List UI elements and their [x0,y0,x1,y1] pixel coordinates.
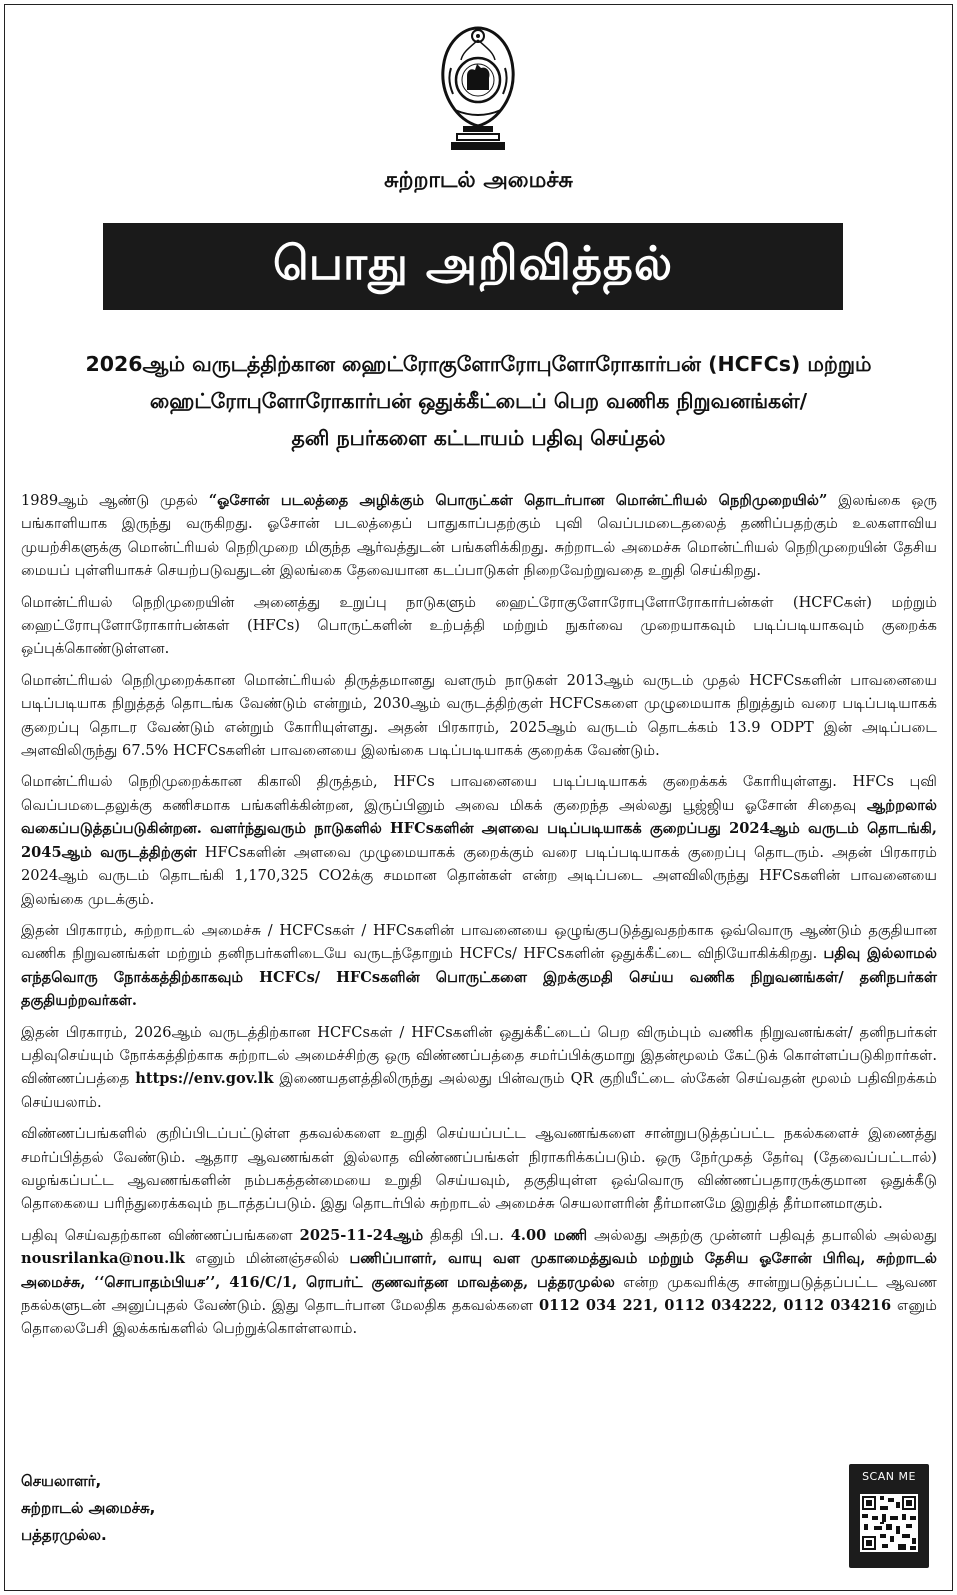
bold-text: “ஓசோன் படலத்தை அழிக்கும் பொருட்கள் தொடர்பான மொன்ட்ரியல் நெறிமுறையில்” [208,492,828,509]
heading-line: 2026ஆம் வருடத்திற்கான ஹைட்ரோகுளோரோபுளோரோகார்பன் (HCFCs) மற்றும் [85,352,872,376]
body-text: திகதி பி.ப. [423,1226,511,1244]
qr-scan-box[interactable] [849,1464,929,1568]
signature-line: பத்தரமுல்ல. [21,1526,107,1544]
notice-heading [40,346,917,457]
bold-text: https://env.gov.lk [135,1070,274,1088]
body-text: 1989ஆம் ஆண்டு முதல் [21,492,209,509]
heading-line: தனி நபர்களை கட்டாயம் பதிவு செய்தல் [291,426,666,450]
body-paragraph [21,919,937,1013]
body-text: மொன்ட்ரியல் நெறிமுறைக்கான கிகாலி திருத்தம், HFCs பாவனையை படிப்படியாகக் குறைக்கக் கோரியுள்ளது. HFCs புவி வெப்பமடைதலுக்கு கணிசமாக பங்களிக்கின்றன, இருப்பினும் அவை மிகக் குறைந்த அல்லது பூஜ்ஜிய ஓசோன் சிதைவு [21,773,937,814]
body-paragraph [21,1122,937,1216]
body-text: இதன் பிரகாரம், சுற்றாடல் அமைச்சு / HCFCsகள் / HFCsகளின் பாவனையை ஒழுங்குபடுத்துவதற்காக ஒவ்வொரு ஆண்டும் தகுதியான வணிக நிறுவனங்கள் மற்றும் தனிநபர்களிடையே வருடந்தோறும் HCFCs/ HFCsகளின் ஒதுக்கீட்டை விநியோகிக்கிறது. [21,921,937,963]
bold-text: nousrilanka@nou.lk [21,1250,185,1268]
heading-line: ஹைட்ரோபுளோரோகார்பன் ஒதுக்கீட்டைப் பெற வணிக நிறுவனங்கள்/ [149,389,808,413]
signature-block [21,1468,155,1549]
body-paragraph [21,669,937,763]
notice-banner: பொது அறிவித்தல் [103,223,843,310]
bold-text: 0112 034 221, 0112 034222, 0112 034216 [539,1297,892,1314]
signature-line: சுற்றாடல் அமைச்சு, [21,1499,156,1517]
ministry-name: சுற்றாடல் அமைச்சு [384,168,573,193]
body-paragraph [21,489,937,583]
body-text: பதிவு செய்வதற்கான விண்ணப்பங்களை [21,1226,300,1244]
body-paragraph [21,1021,937,1115]
body-text: அல்லது அதற்கு முன்னர் பதிவுத் தபாலில் அல்லது [587,1226,937,1244]
body-text: மொன்ட்ரியல் நெறிமுறைக்கான மொன்ட்ரியல் திருத்தமானது வளரும் நாடுகள் 2013ஆம் வருடம் முதல் HCFCsகளின் பாவனையை படிப்படியாக நிறுத்தத் தொடங்க வேண்டும் என்றும், 2030ஆம் வருடத்திற்குள் HCFCsகளை முழுமையாக நிறுத்தும் வரை படிப்படியாகக் குறைப்பு தொடர வேண்டும் என்றும் கோரியுள்ளது. அதன் பிரகாரம், 2025ஆம் வருடம் தொடக்கம் 13.9 ODPT இன் அடிப்படை அளவிலிருந்து 67.5% HCFCsகளின் பாவனையை இலங்கை படிப்படியாகக் குறைக்க வேண்டும். [21,671,937,760]
body-text: மொன்ட்ரியல் நெறிமுறையின் அனைத்து உறுப்பு நாடுகளும் ஹைட்ரோகுளோரோபுளோரோகார்பன்கள் (HCFCகள்) மற்றும் ஹைட்ரோபுளோரோகார்பன்கள் (HFCs) பொருட்களின் உற்பத்தி மற்றும் நுகர்வை முறையாகவும் படிப்படியாகவும் குறைக்க ஒப்புக்கொண்டுள்ளன. [21,593,937,658]
bold-text: பணிப்பாளர், வாயு வள முகாமைத்துவம் மற்றும் தேசிய ஓசோன் பிரிவு, சுற்றாடல் அமைச்சு, ‘‘சொபாதம்பியச’’, 416/C/1, ரொபர்ட் குணவர்தன மாவத்தை, பத்தரமுல்ல [21,1250,937,1291]
body-text: இணையதளத்திலிருந்து அல்லது பின்வரும் QR குறியீட்டை ஸ்கேன் செய்வதன் மூலம் பதிவிறக்கம் செய்யலாம். [21,1070,937,1111]
signature-line: செயலாளர், [21,1472,102,1490]
body-paragraph [21,591,937,661]
bold-text: 4.00 மணி [510,1226,588,1244]
scan-me-label: SCAN ME [862,1470,916,1483]
state-emblem-icon [433,24,523,154]
body-text: இலங்கை ஒரு பங்காளியாக இருந்து வருகிறது. ஓசோன் படலத்தைப் பாதுகாப்பதற்கும் புவி வெப்பமடைதலைத் தணிப்பதற்கும் உலகளாவிய முயற்சிகளுக்கு மொன்ட்ரியல் நெறிமுறை மிகுந்த ஆர்வத்துடன் பங்களிக்கிறது. சுற்றாடல் அமைச்சு மொன்ட்ரியல் நெறிமுறையின் தேசிய மையப் புள்ளியாகச் செயற்படுவதுடன் இலங்கை தேவையான கடப்பாடுகள் நிறைவேற்றுவதை உறுதி செய்கிறது. [21,492,938,580]
body-text: எனும் தொலைபேசி இலக்கங்களில் பெற்றுக்கொள்ளலாம். [21,1297,938,1338]
bold-text: பதிவு இல்லாமல் எந்தவொரு நோக்கத்திற்காகவும் HCFCs/ HFCsகளின் பொருட்களை இறக்குமதி செய்ய வணிக நிறுவனங்கள்/ தனிநபர்கள் தகுதியற்றவர்கள். [21,945,937,1010]
body-text: என்ற முகவரிக்கு சான்றுபடுத்தப்பட்ட ஆவண நகல்களுடன் அனுப்புதல் வேண்டும். இது தொடர்பான மேலதிக தகவல்களை [21,1273,937,1314]
notice-body [21,489,937,1349]
body-paragraph [21,1224,937,1341]
bold-text: 2025-11-24ஆம் [299,1226,424,1244]
body-text: விண்ணப்பங்களில் குறிப்பிடப்பட்டுள்ள தகவல்களை உறுதி செய்யப்பட்ட ஆவணங்களை சான்றுபடுத்தப்பட்ட நகல்களைச் இணைத்து சமர்ப்பித்தல் வேண்டும். ஆதார ஆவணங்கள் இல்லாத விண்ணப்பங்கள் நிராகரிக்கப்படும். ஒரு நேர்முகத் தேர்வு (தேவைப்பட்டால்) வழங்கப்பட்ட ஆவணங்களின் நம்பகத்தன்மையை உறுதி செய்யவும், தகுதியுள்ள ஒவ்வொரு விண்ணப்பதாரருக்குமான ஒதுக்கீடு தொகையை பரிந்துரைக்கவும் நடாத்தப்படும். இது தொடர்பில் சுற்றாடல் அமைச்சு செயலாளரின் தீர்மானமே இறுதித் தீர்மானமாகும். [21,1125,937,1213]
body-text: இதன் பிரகாரம், 2026ஆம் வருடத்திற்கான HCFCsகள் / HFCsகளின் ஒதுக்கீட்டைப் பெற விரும்பும் வணிக நிறுவனங்கள்/ தனிநபர்கள் பதிவுசெய்யும் நோக்கத்திற்காக சுற்றாடல் அமைச்சிற்கு ஒரு விண்ணப்பத்தை சமர்ப்பிக்குமாறு இதன்மூலம் கேட்டுக் கொள்ளப்படுகிறார்கள். விண்ணப்பத்தை [21,1023,937,1088]
bold-text: ஆற்றலால் வகைப்படுத்தப்படுகின்றன. வளர்ந்துவரும் நாடுகளில் HFCsகளின் அளவை படிப்படியாகக் குறைப்பது 2024ஆம் வருடம் தொடங்கி, 2045ஆம் வருடத்திற்குள் [21,796,937,861]
qr-code-icon[interactable] [860,1494,918,1552]
body-paragraph [21,770,937,910]
body-text: எனும் மின்னஞ்சலில் [184,1250,350,1268]
body-text: HFCsகளின் அளவை முழுமையாகக் குறைக்கும் வரை படிப்படியாகக் குறைப்பு தொடரும். அதன் பிரகாரம் 2024ஆம் வருடம் தொடங்கி 1,170,325 CO2க்கு சமமான தொன்கள் என்ற அடிப்படை அளவிலிருந்து HFCsகளின் பாவனையை இலங்கை முடக்கும். [21,843,938,908]
